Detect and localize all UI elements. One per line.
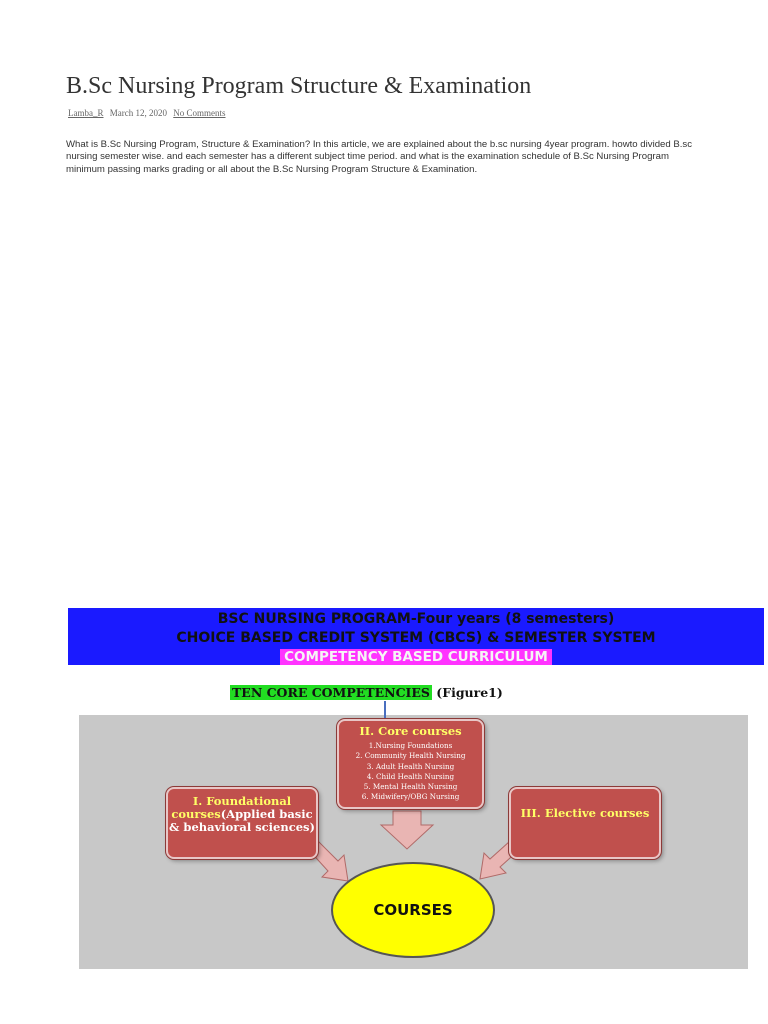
courses-label: COURSES: [373, 901, 453, 919]
foundational-title-rest: (Applied basic & behavioral sciences): [169, 807, 315, 834]
competencies-label: TEN CORE COMPETENCIES: [232, 685, 430, 700]
foundational-title-line1: I. Foundational: [192, 794, 292, 808]
foundational-title: [168, 795, 316, 834]
core-course-item: 1.Nursing Foundations: [368, 741, 453, 750]
core-course-item: 3. Adult Health Nursing: [366, 761, 455, 771]
author-link[interactable]: Lamba_R: [68, 108, 104, 118]
core-course-item: 2. Community Health Nursing: [355, 751, 466, 761]
article-intro: What is B.Sc Nursing Program, Structure & Examination? In this article, we are explained about the b.sc nursing 4year program. howto divided B.sc nursing semester wise. and each semester has a different subject time period. and what is the examination schedule of B.Sc Nursing Program minimum passing marks grading or all about the B.Sc Nursing Program Structure & Examination.: [66, 139, 693, 175]
core-courses-box: [337, 719, 484, 809]
foundational-title-word: courses: [171, 807, 221, 821]
elective-title: III. Elective courses: [520, 806, 650, 820]
banner-line-3: COMPETENCY BASED CURRICULUM: [280, 649, 552, 665]
core-course-item: 6. Midwifery/OBG Nursing: [361, 792, 460, 802]
article-title: B.Sc Nursing Program Structure & Examination: [66, 73, 532, 99]
courses-circle: [331, 862, 495, 958]
core-course-item: 4. Child Health Nursing: [366, 771, 455, 781]
article-meta: [68, 108, 230, 118]
post-date: March 12, 2020: [109, 108, 167, 118]
foundational-courses-box: [166, 787, 318, 859]
banner-line-2: CHOICE BASED CREDIT SYSTEM (CBCS) & SEMESTER SYSTEM: [176, 630, 656, 646]
program-structure-figure: [66, 605, 766, 975]
elective-courses-box: [509, 787, 661, 859]
down-arrow: [381, 811, 433, 849]
figure-reference: (Figure1): [436, 685, 503, 700]
comments-link[interactable]: No Comments: [173, 108, 226, 118]
core-course-item: 5. Mental Health Nursing: [363, 782, 458, 792]
core-courses-title: II. Core courses: [359, 724, 462, 738]
banner-line-1: BSC NURSING PROGRAM-Four years (8 semesters): [217, 611, 615, 627]
